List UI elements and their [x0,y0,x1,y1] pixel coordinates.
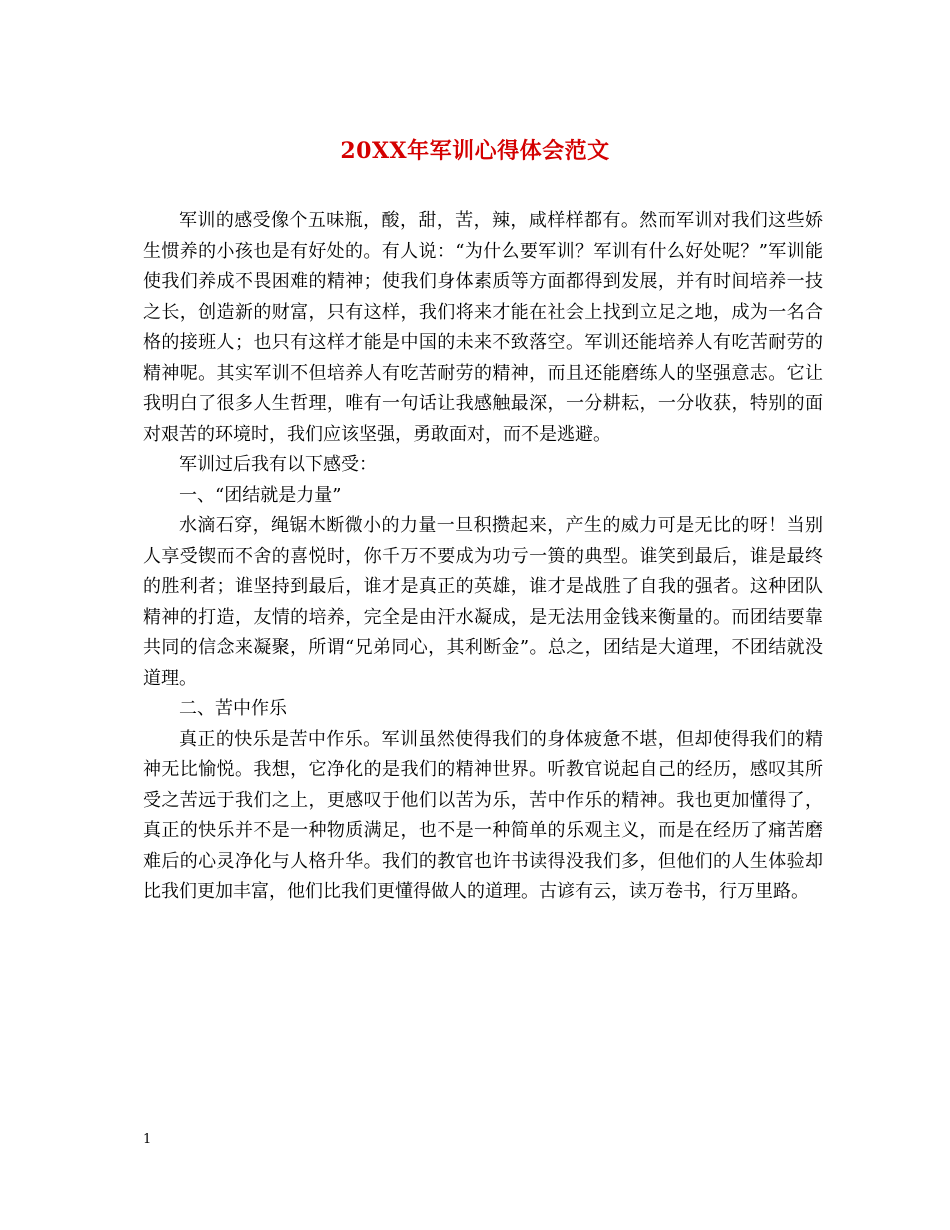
paragraph-intro: 军训的感受像个五味瓶，酸，甜，苦，辣，咸样样都有。然而军训对我们这些娇生惯养的小孩也是有好处的。有人说：“为什么要军训？军训有什么好处呢？”军训能使我们养成不畏困难的精神；使我们身体素质等方面都得到发展，并有时间培养一技之长，创造新的财富，只有这样，我们将来才能在社会上找到立足之地，成为一名合格的接班人；也只有这样才能是中国的未来不致落空。军训还能培养人有吃苦耐劳的精神呢。其实军训不但培养人有吃苦耐劳的精神，而且还能磨练人的坚强意志。它让我明白了很多人生哲理，唯有一句话让我感触最深，一分耕耘，一分收获，特别的面对艰苦的环境时，我们应该坚强，勇敢面对，而不是逃避。 [143,210,823,445]
section-heading-unity: 一、“团结就是力量” [179,484,342,506]
page-number: 1 [143,1132,152,1147]
paragraph-unity: 水滴石穿，绳锯木断微小的力量一旦积攒起来，产生的威力可是无比的呀！当别人享受锲而不舍的喜悦时，你千万不要成为功亏一篑的典型。谁笑到最后，谁是最终的胜利者；谁坚持到最后，谁才是真正的英雄，谁才是战胜了自我的强者。这种团队精神的打造，友情的培养，完全是由汗水凝成，是无法用金钱来衡量的。而团结要靠共同的信念来凝聚，所谓“兄弟同心，其利断金”。总之，团结是大道理，不团结就没道理。 [143,515,823,689]
document-body [143,206,823,908]
paragraph-joy-in-hardship: 真正的快乐是苦中作乐。军训虽然使得我们的身体疲惫不堪，但却使得我们的精神无比愉悦。我想，它净化的是我们的精神世界。听教官说起自己的经历，感叹其所受之苦远于我们之上，更感叹于他们以苦为乐，苦中作乐的精神。我也更加懂得了，真正的快乐并不是一种物质满足，也不是一种简单的乐观主义，而是在经历了痛苦磨难后的心灵净化与人格升华。我们的教官也许书读得没我们多，但他们的人生体验却比我们更加丰富，他们比我们更懂得做人的道理。古谚有云，读万卷书，行万里路。 [143,728,823,902]
section-heading-joy-in-hardship: 二、苦中作乐 [179,698,287,719]
paragraph-feelings-intro: 军训过后我有以下感受： [179,454,377,475]
document-title: 20XX年军训心得体会范文 [340,138,610,164]
